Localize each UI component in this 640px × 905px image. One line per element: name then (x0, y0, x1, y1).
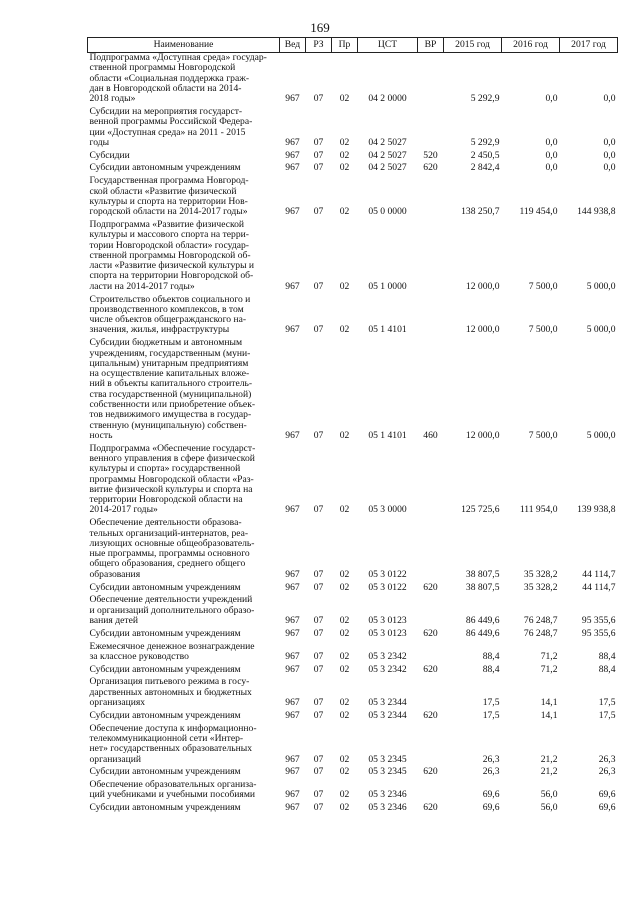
row-pr: 02 (339, 568, 350, 580)
row-ved: 967 (285, 429, 300, 441)
row-rz: 07 (313, 429, 324, 441)
table-body (88, 53, 618, 816)
table-row (88, 642, 618, 665)
row-rz: 07 (313, 206, 324, 218)
row-vr: 620 (423, 581, 438, 593)
row-pr: 02 (339, 766, 350, 778)
row-cst: 05 3 2345 (368, 753, 407, 765)
row-amount-2017: 69,6 (598, 802, 616, 814)
row-amount-2016: 21,2 (540, 753, 558, 765)
row-vr: 620 (423, 627, 438, 639)
header-2015: 2015 год (444, 38, 502, 53)
row-pr: 02 (339, 581, 350, 593)
table-row (88, 53, 618, 107)
row-rz: 07 (313, 581, 324, 593)
table-header-row (88, 38, 618, 53)
row-name: Субсидии автономным учреждениям (89, 162, 241, 174)
row-amount-2017: 0,0 (603, 149, 616, 161)
row-name: Субсидии автономным учреждениям (89, 581, 241, 593)
row-rz: 07 (313, 663, 324, 675)
row-ved: 967 (285, 324, 300, 336)
row-pr: 02 (339, 93, 350, 105)
row-vr (418, 107, 444, 151)
row-ved: 967 (285, 789, 300, 801)
row-cst: 05 3 2344 (368, 697, 407, 709)
row-rz: 07 (313, 93, 324, 105)
row-name: Подпрограмма «Обеспечение государст- венного управления в сфере физической культуры и спорта» государственной программы Новгородской области «Раз- витие физической культуры и спорта на территории Новгородской области на 2014-2017 годы» (89, 442, 256, 516)
row-amount-2016: 71,2 (540, 663, 558, 675)
row-name: Подпрограмма «Развитие физической культуры и массового спорта на терри- тории Новгородской области» государ- ственной программы Новгородской об- ласти «Развитие физической культуры и спорта на территории Новгородской об- ласти на 2014-2017 годы» (89, 218, 255, 292)
row-vr: 620 (423, 802, 438, 814)
row-rz: 07 (313, 709, 324, 721)
table-row (88, 803, 618, 816)
row-amount-2017: 88,4 (598, 663, 616, 675)
row-cst: 05 1 0000 (368, 280, 407, 292)
row-amount-2016: 119 454,0 (519, 206, 558, 218)
row-pr: 02 (339, 280, 350, 292)
row-amount-2017: 5 000,0 (586, 429, 616, 441)
row-vr: 620 (423, 663, 438, 675)
row-ved: 967 (285, 568, 300, 580)
row-pr: 02 (339, 789, 350, 801)
row-amount-2016: 35 328,2 (523, 581, 558, 593)
row-cst: 05 3 2344 (368, 709, 407, 721)
table-row (88, 629, 618, 642)
row-ved: 967 (285, 650, 300, 662)
row-name: Субсидии автономным учреждениям (89, 663, 241, 675)
row-pr: 02 (339, 627, 350, 639)
row-pr: 02 (339, 206, 350, 218)
row-amount-2015: 69,6 (482, 802, 500, 814)
row-amount-2015: 125 725,6 (461, 504, 500, 516)
row-amount-2017: 5 000,0 (586, 324, 616, 336)
header-name: Наименование (88, 38, 280, 53)
row-amount-2015: 38 807,5 (465, 568, 500, 580)
row-amount-2015: 5 292,9 (470, 136, 500, 148)
row-amount-2017: 139 938,8 (577, 504, 616, 516)
row-name: Обеспечение деятельности учреждений и организаций дополнительного образо- вания детей (89, 594, 255, 626)
row-amount-2015: 17,5 (482, 709, 500, 721)
row-amount-2015: 12 000,0 (465, 324, 500, 336)
row-ved: 967 (285, 753, 300, 765)
row-amount-2015: 88,4 (482, 663, 500, 675)
row-vr (418, 444, 444, 519)
row-rz: 07 (313, 324, 324, 336)
row-pr: 02 (339, 802, 350, 814)
row-amount-2016: 14,1 (540, 709, 558, 721)
row-amount-2015: 86 449,6 (465, 627, 500, 639)
row-cst: 05 3 2346 (368, 789, 407, 801)
row-rz: 07 (313, 162, 324, 174)
header-cst: ЦСТ (358, 38, 418, 53)
row-name: Субсидии бюджетным и автономным учреждениям, государственным (муни- ципальным) унитарным предприятиям на осуществление капитальных вложе- ний в объекты капитального строитель- ства государственной (муниципальной) собственности или приобретение объек- тов недвижимого имущества в государ- ственную (муниципальную) собствен- ность (89, 337, 256, 441)
row-pr: 02 (339, 504, 350, 516)
row-name: Субсидии автономным учреждениям (89, 627, 241, 639)
row-ved: 967 (285, 697, 300, 709)
header-2016: 2016 год (502, 38, 560, 53)
row-rz: 07 (313, 614, 324, 626)
row-name: Обеспечение деятельности образова- тельных организаций-интернатов, реа- лизующих основные общеобразователь- ные программы, программы основного общего образования, среднего общего образования (89, 517, 255, 580)
row-cst: 05 1 4101 (368, 324, 407, 336)
row-cst: 05 3 0123 (368, 614, 407, 626)
table-row (88, 711, 618, 724)
row-vr: 620 (423, 766, 438, 778)
row-amount-2016: 7 500,0 (528, 324, 558, 336)
row-rz: 07 (313, 789, 324, 801)
table-row (88, 724, 618, 768)
row-vr: 460 (423, 429, 438, 441)
table-row (88, 518, 618, 582)
row-vr (418, 677, 444, 710)
row-amount-2017: 5 000,0 (586, 280, 616, 292)
header-pr: Пр (332, 38, 358, 53)
row-rz: 07 (313, 280, 324, 292)
row-cst: 04 2 0000 (368, 93, 407, 105)
row-rz: 07 (313, 136, 324, 148)
row-amount-2016: 56,0 (540, 789, 558, 801)
row-ved: 967 (285, 581, 300, 593)
row-vr: 520 (423, 149, 438, 161)
row-ved: 967 (285, 136, 300, 148)
row-amount-2017: 69,6 (598, 789, 616, 801)
row-ved: 967 (285, 709, 300, 721)
header-ved: Вед (280, 38, 306, 53)
row-name: Государственная программа Новгород- ской области «Развитие физической культуры и спорта на территории Нов- городской области на 2014-2017 годы» (89, 175, 249, 218)
row-pr: 02 (339, 614, 350, 626)
header-rz: РЗ (306, 38, 332, 53)
page-number: 169 (310, 20, 330, 35)
row-amount-2016: 0,0 (545, 162, 558, 174)
row-amount-2015: 2 842,4 (470, 162, 500, 174)
row-cst: 05 3 2342 (368, 650, 407, 662)
row-amount-2015: 38 807,5 (465, 581, 500, 593)
row-pr: 02 (339, 753, 350, 765)
row-amount-2015: 2 450,5 (470, 149, 500, 161)
table-row (88, 595, 618, 628)
table-row (88, 295, 618, 339)
row-pr: 02 (339, 709, 350, 721)
row-amount-2017: 17,5 (598, 697, 616, 709)
row-cst: 05 3 0000 (368, 504, 407, 516)
row-rz: 07 (313, 504, 324, 516)
row-vr (418, 595, 444, 628)
row-pr: 02 (339, 650, 350, 662)
row-amount-2017: 95 355,6 (581, 627, 616, 639)
row-pr: 02 (339, 697, 350, 709)
row-cst: 05 0 0000 (368, 206, 407, 218)
row-amount-2017: 44 114,7 (582, 568, 616, 580)
row-cst: 04 2 5027 (368, 162, 407, 174)
row-vr (418, 780, 444, 803)
row-amount-2017: 0,0 (603, 162, 616, 174)
row-pr: 02 (339, 162, 350, 174)
row-ved: 967 (285, 504, 300, 516)
row-amount-2017: 144 938,8 (577, 206, 616, 218)
row-amount-2017: 88,4 (598, 650, 616, 662)
row-ved: 967 (285, 766, 300, 778)
row-amount-2017: 26,3 (598, 766, 616, 778)
row-vr (418, 220, 444, 295)
row-name: Строительство объектов социального и производственного комплексов, в том числе объектов общегражданского на- значения, жилья, инфраструктуры (89, 293, 251, 336)
table-row (88, 176, 618, 220)
row-vr (418, 53, 444, 107)
row-name: Ежемесячное денежное вознаграждение за классное руководство (89, 640, 255, 662)
row-amount-2016: 111 954,0 (519, 504, 558, 516)
row-ved: 967 (285, 93, 300, 105)
row-amount-2016: 0,0 (545, 93, 558, 105)
row-amount-2016: 56,0 (540, 802, 558, 814)
row-rz: 07 (313, 802, 324, 814)
row-rz: 07 (313, 627, 324, 639)
row-vr (418, 642, 444, 665)
header-2017: 2017 год (560, 38, 618, 53)
row-vr (418, 295, 444, 339)
row-amount-2015: 17,5 (482, 697, 500, 709)
row-amount-2015: 5 292,9 (470, 93, 500, 105)
row-ved: 967 (285, 162, 300, 174)
row-name: Обеспечение образовательных организа- ций учебниками и учебными пособиями (89, 779, 257, 801)
row-vr: 620 (423, 162, 438, 174)
table-row (88, 107, 618, 151)
row-pr: 02 (339, 149, 350, 161)
row-rz: 07 (313, 766, 324, 778)
row-cst: 05 3 2346 (368, 802, 407, 814)
row-ved: 967 (285, 614, 300, 626)
row-rz: 07 (313, 697, 324, 709)
budget-table (87, 37, 618, 816)
row-amount-2017: 0,0 (603, 136, 616, 148)
row-cst: 05 1 4101 (368, 429, 407, 441)
row-rz: 07 (313, 568, 324, 580)
row-name: Подпрограмма «Доступная среда» государ- ственной программы Новгородской области «Социальная поддержка граж- дан в Новгородской области на 2014- 2018 годы» (89, 52, 267, 105)
row-amount-2017: 26,3 (598, 753, 616, 765)
row-rz: 07 (313, 149, 324, 161)
row-amount-2017: 95 355,6 (581, 614, 616, 626)
row-name: Обеспечение доступа к информационно- телекоммуникационной сети «Интер- нет» государственных образовательных организаций (89, 722, 257, 765)
row-amount-2015: 26,3 (482, 753, 500, 765)
row-amount-2015: 88,4 (482, 650, 500, 662)
table-row (88, 780, 618, 803)
row-cst: 05 3 2342 (368, 663, 407, 675)
row-pr: 02 (339, 429, 350, 441)
row-rz: 07 (313, 650, 324, 662)
row-amount-2017: 44 114,7 (582, 581, 616, 593)
row-ved: 967 (285, 280, 300, 292)
row-cst: 05 3 0122 (368, 581, 407, 593)
table-row (88, 338, 618, 443)
row-ved: 967 (285, 206, 300, 218)
row-name: Организация питьевого режима в госу- дарственных автономных и бюджетных организациях (89, 676, 252, 709)
row-name: Субсидии на мероприятия государст- венной программы Российской Федера- ции «Доступная среда» на 2011 - 2015 годы (89, 105, 253, 148)
row-pr: 02 (339, 663, 350, 675)
row-name: Субсидии автономным учреждениям (89, 802, 241, 814)
row-amount-2016: 7 500,0 (528, 280, 558, 292)
row-cst: 04 2 5027 (368, 149, 407, 161)
row-amount-2015: 69,6 (482, 789, 500, 801)
header-vr: ВР (418, 38, 444, 53)
row-amount-2016: 71,2 (540, 650, 558, 662)
row-ved: 967 (285, 627, 300, 639)
row-name: Субсидии автономным учреждениям (89, 766, 241, 778)
table-row (88, 444, 618, 519)
row-cst: 05 3 2345 (368, 766, 407, 778)
row-amount-2016: 76 248,7 (523, 627, 558, 639)
row-vr: 620 (423, 709, 438, 721)
row-ved: 967 (285, 663, 300, 675)
table-row (88, 220, 618, 295)
row-ved: 967 (285, 802, 300, 814)
row-amount-2016: 35 328,2 (523, 568, 558, 580)
table-row (88, 677, 618, 710)
row-amount-2016: 76 248,7 (523, 614, 558, 626)
row-cst: 05 3 0122 (368, 568, 407, 580)
row-name: Субсидии (89, 149, 130, 161)
row-amount-2015: 26,3 (482, 766, 500, 778)
row-amount-2015: 86 449,6 (465, 614, 500, 626)
row-amount-2016: 0,0 (545, 149, 558, 161)
row-cst: 04 2 5027 (368, 136, 407, 148)
row-rz: 07 (313, 753, 324, 765)
row-amount-2016: 14,1 (540, 697, 558, 709)
row-vr (418, 724, 444, 768)
row-pr: 02 (339, 324, 350, 336)
row-vr (418, 176, 444, 220)
row-amount-2017: 0,0 (603, 93, 616, 105)
row-vr (418, 518, 444, 582)
row-pr: 02 (339, 136, 350, 148)
row-amount-2016: 21,2 (540, 766, 558, 778)
row-amount-2015: 12 000,0 (465, 429, 500, 441)
row-amount-2015: 138 250,7 (461, 206, 500, 218)
row-cst: 05 3 0123 (368, 627, 407, 639)
row-amount-2017: 17,5 (598, 709, 616, 721)
row-name: Субсидии автономным учреждениям (89, 709, 241, 721)
row-amount-2016: 7 500,0 (528, 429, 558, 441)
row-amount-2015: 12 000,0 (465, 280, 500, 292)
row-ved: 967 (285, 149, 300, 161)
row-amount-2016: 0,0 (545, 136, 558, 148)
